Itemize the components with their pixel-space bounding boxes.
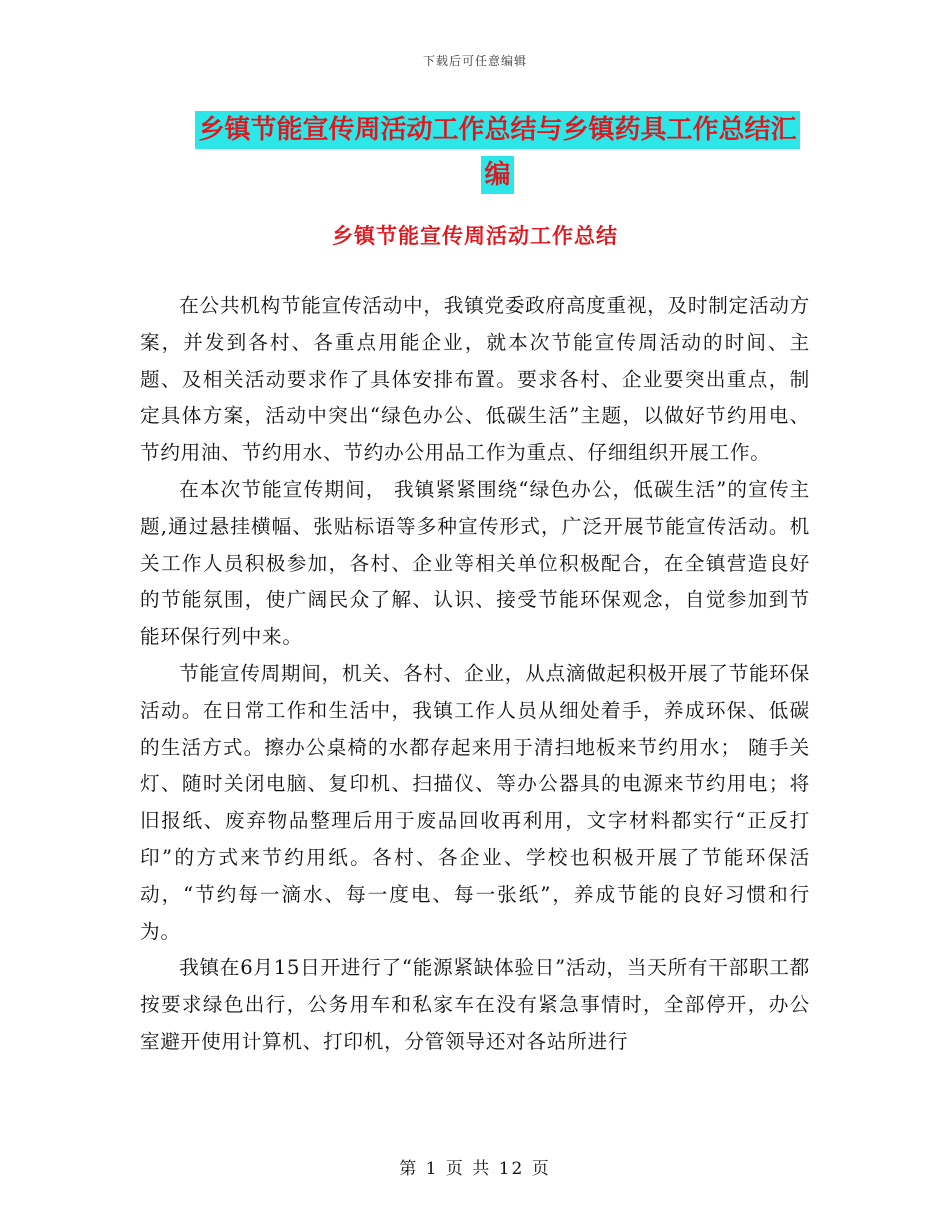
body-paragraph: 在公共机构节能宣传活动中，我镇党委政府高度重视，及时制定活动方案，并发到各村、各重点用能企业，就本次节能宣传周活动的时间、主题、及相关活动要求作了具体安排布置。要求各村、企业要突出重点，制定具体方案，活动中突出“绿色办公、低碳生活”主题，以做好节约用电、节约用油、节约用水、节约办公用品工作为重点、仔细组织开展工作。 — [140, 294, 810, 465]
document-title — [190, 108, 805, 198]
body-paragraph: 在本次节能宣传期间， 我镇紧紧围绕“绿色办公，低碳生活”的宣传主题,通过悬挂横幅、张贴标语等多种宣传形式，广泛开展节能宣传活动。机关工作人员积极参加，各村、企业等相关单位积极配合，在全镇营造良好的节能氛围，使广阔民众了解、认识、接受节能环保观念，自觉参加到节能环保行列中来。 — [140, 477, 810, 649]
document-title-text: 乡镇节能宣传周活动工作总结与乡镇药具工作总结汇编 — [195, 111, 799, 194]
section-title: 乡镇节能宣传周活动工作总结 — [332, 224, 618, 248]
header-note: 下载后可任意编辑 — [422, 54, 527, 68]
document-body — [140, 288, 810, 1061]
page-number: 第 1 页 共 12 页 — [399, 1159, 551, 1179]
body-paragraph: 我镇在6月15日开进行了“能源紧缺体验日”活动，当天所有干部职工都按要求绿色出行，公务用车和私家车在没有紧急事情时，全部停开，办公室避开使用计算机、打印机，分管领导还对各站所进行 — [140, 956, 810, 1053]
body-paragraph: 节能宣传周期间，机关、各村、企业，从点滴做起积极开展了节能环保活动。在日常工作和生活中，我镇工作人员从细处着手，养成环保、低碳的生活方式。擦办公桌椅的水都存起来用于清扫地板来节约用水； 随手关灯、随时关闭电脑、复印机、扫描仪、等办公器具的电源来节约用电；将旧报纸、废弃物品整理后用于废品回收再利用，文字材料都实行“正反打印”的方式来节约用纸。各村、各企业、学校也积极开展了节能环保活动，“节约每一滴水、每一度电、每一张纸”，养成节能的良好习惯和行为。 — [140, 661, 810, 943]
